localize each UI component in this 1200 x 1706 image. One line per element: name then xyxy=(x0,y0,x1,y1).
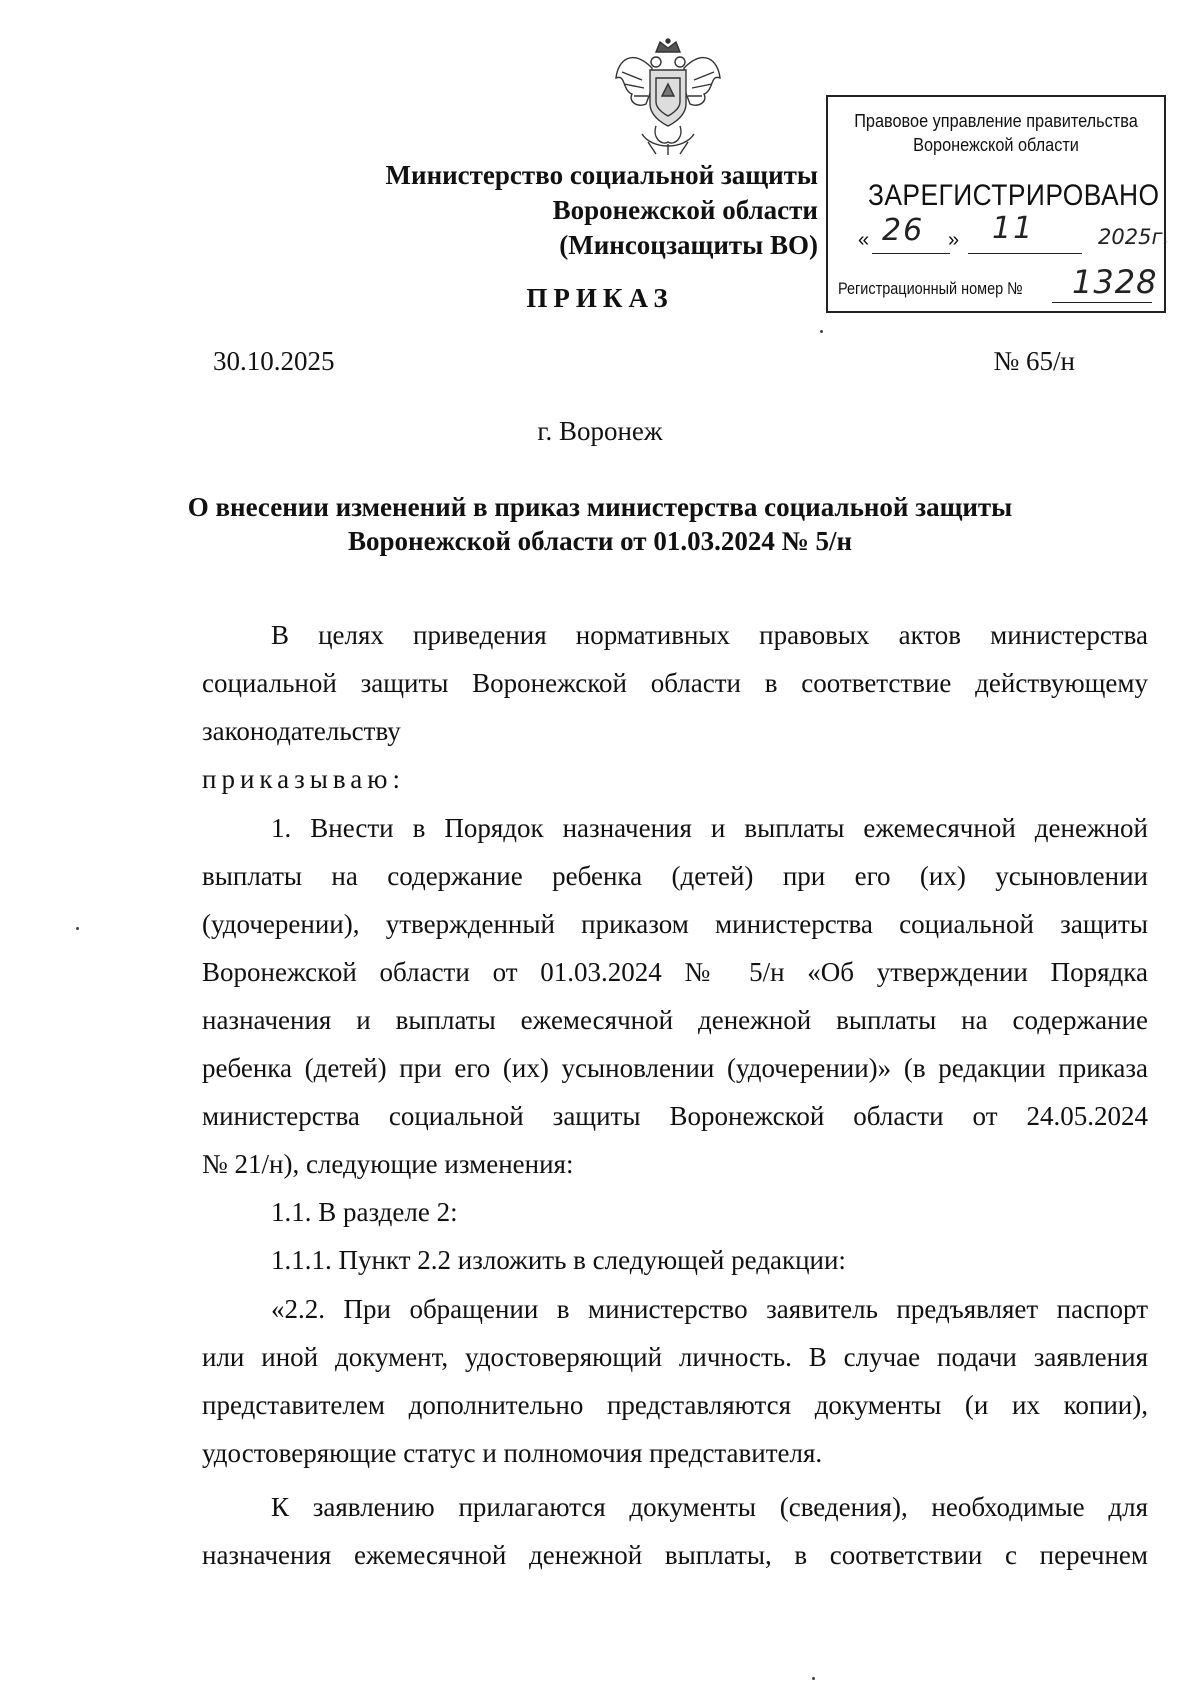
stamp-year: 2025г. xyxy=(1098,225,1170,249)
registration-stamp xyxy=(826,95,1170,313)
body-line: 1. Внести в Порядок назначения и выплаты ежемесячной денежной xyxy=(271,813,1148,843)
body-line: назначения ежемесячной денежной выплаты, в соответствии с перечнем xyxy=(202,1540,1148,1570)
body-line: 1.1.1. Пункт 2.2 изложить в следующей редакции: xyxy=(271,1245,846,1275)
body-line: или иной документ, удостоверяющий личность. В случае подачи заявления xyxy=(202,1342,1148,1372)
body-line-directive: приказываю: xyxy=(202,764,405,794)
scan-speck xyxy=(76,927,79,930)
body-line: (удочерении), утвержденный приказом министерства социальной защиты xyxy=(202,909,1148,939)
body-line: Воронежской области от 01.03.2024 № 5/н «Об утверждении Порядка xyxy=(202,957,1148,987)
body-line: удостоверяющие статус и полномочия представителя. xyxy=(202,1438,823,1468)
scan-speck xyxy=(820,330,823,333)
org-name-short: (Минсоцзащиты ВО) xyxy=(559,230,818,260)
body-line: назначения и выплаты ежемесячной денежной выплаты на содержание xyxy=(202,1005,1148,1035)
body-line: В целях приведения нормативных правовых актов министерства xyxy=(271,620,1148,650)
stamp-date xyxy=(858,211,1170,255)
stamp-status: ЗАРЕГИСТРИРОВАНО xyxy=(868,179,1160,212)
document-date: 30.10.2025 xyxy=(213,346,335,376)
document-city: г. Воронеж xyxy=(537,416,663,446)
body-line: министерства социальной защиты Воронежской области от 24.05.2024 xyxy=(202,1101,1148,1131)
body-line: выплаты на содержание ребенка (детей) при его (их) усыновлении xyxy=(202,861,1148,891)
body-line: ребенка (детей) при его (их) усыновлении (удочерении)» (в редакции приказа xyxy=(202,1053,1148,1083)
stamp-quote-close: » xyxy=(948,229,960,251)
body-line: № 21/н), следующие изменения: xyxy=(202,1149,574,1179)
document-type-title: ПРИКАЗ xyxy=(526,283,674,313)
document-subject-line1: О внесении изменений в приказ министерства социальной защиты xyxy=(187,492,1013,522)
document-number: № 65/н xyxy=(993,346,1075,376)
body-line: законодательству xyxy=(202,716,401,746)
stamp-reg-number-handwritten: 1328 xyxy=(1072,263,1158,301)
stamp-month-handwritten: 11 xyxy=(992,211,1035,246)
coat-of-arms-emblem xyxy=(612,38,724,156)
body-line: 1.1. В разделе 2: xyxy=(271,1197,458,1227)
stamp-authority-line2: Воронежской области xyxy=(913,134,1079,155)
stamp-registration-number xyxy=(838,263,1158,307)
stamp-reg-label: Регистрационный номер № xyxy=(838,279,1023,298)
stamp-authority-line1: Правовое управление правительства xyxy=(854,110,1138,131)
document-subject-line2: Воронежской области от 01.03.2024 № 5/н xyxy=(347,526,853,556)
body-line: «2.2. При обращении в министерство заявитель предъявляет паспорт xyxy=(271,1294,1148,1324)
org-name-line1: Министерство социальной защиты xyxy=(385,160,818,190)
body-line: представителем дополнительно представляются документы (и их копии), xyxy=(202,1390,1148,1420)
stamp-quote-open: « xyxy=(858,229,870,251)
body-line: социальной защиты Воронежской области в соответствие действующему xyxy=(202,668,1148,698)
body-line: К заявлению прилагаются документы (сведения), необходимые для xyxy=(271,1492,1148,1522)
org-name-line2: Воронежской области xyxy=(552,195,818,225)
scan-speck xyxy=(812,1677,815,1680)
stamp-day-handwritten: 26 xyxy=(882,213,925,248)
